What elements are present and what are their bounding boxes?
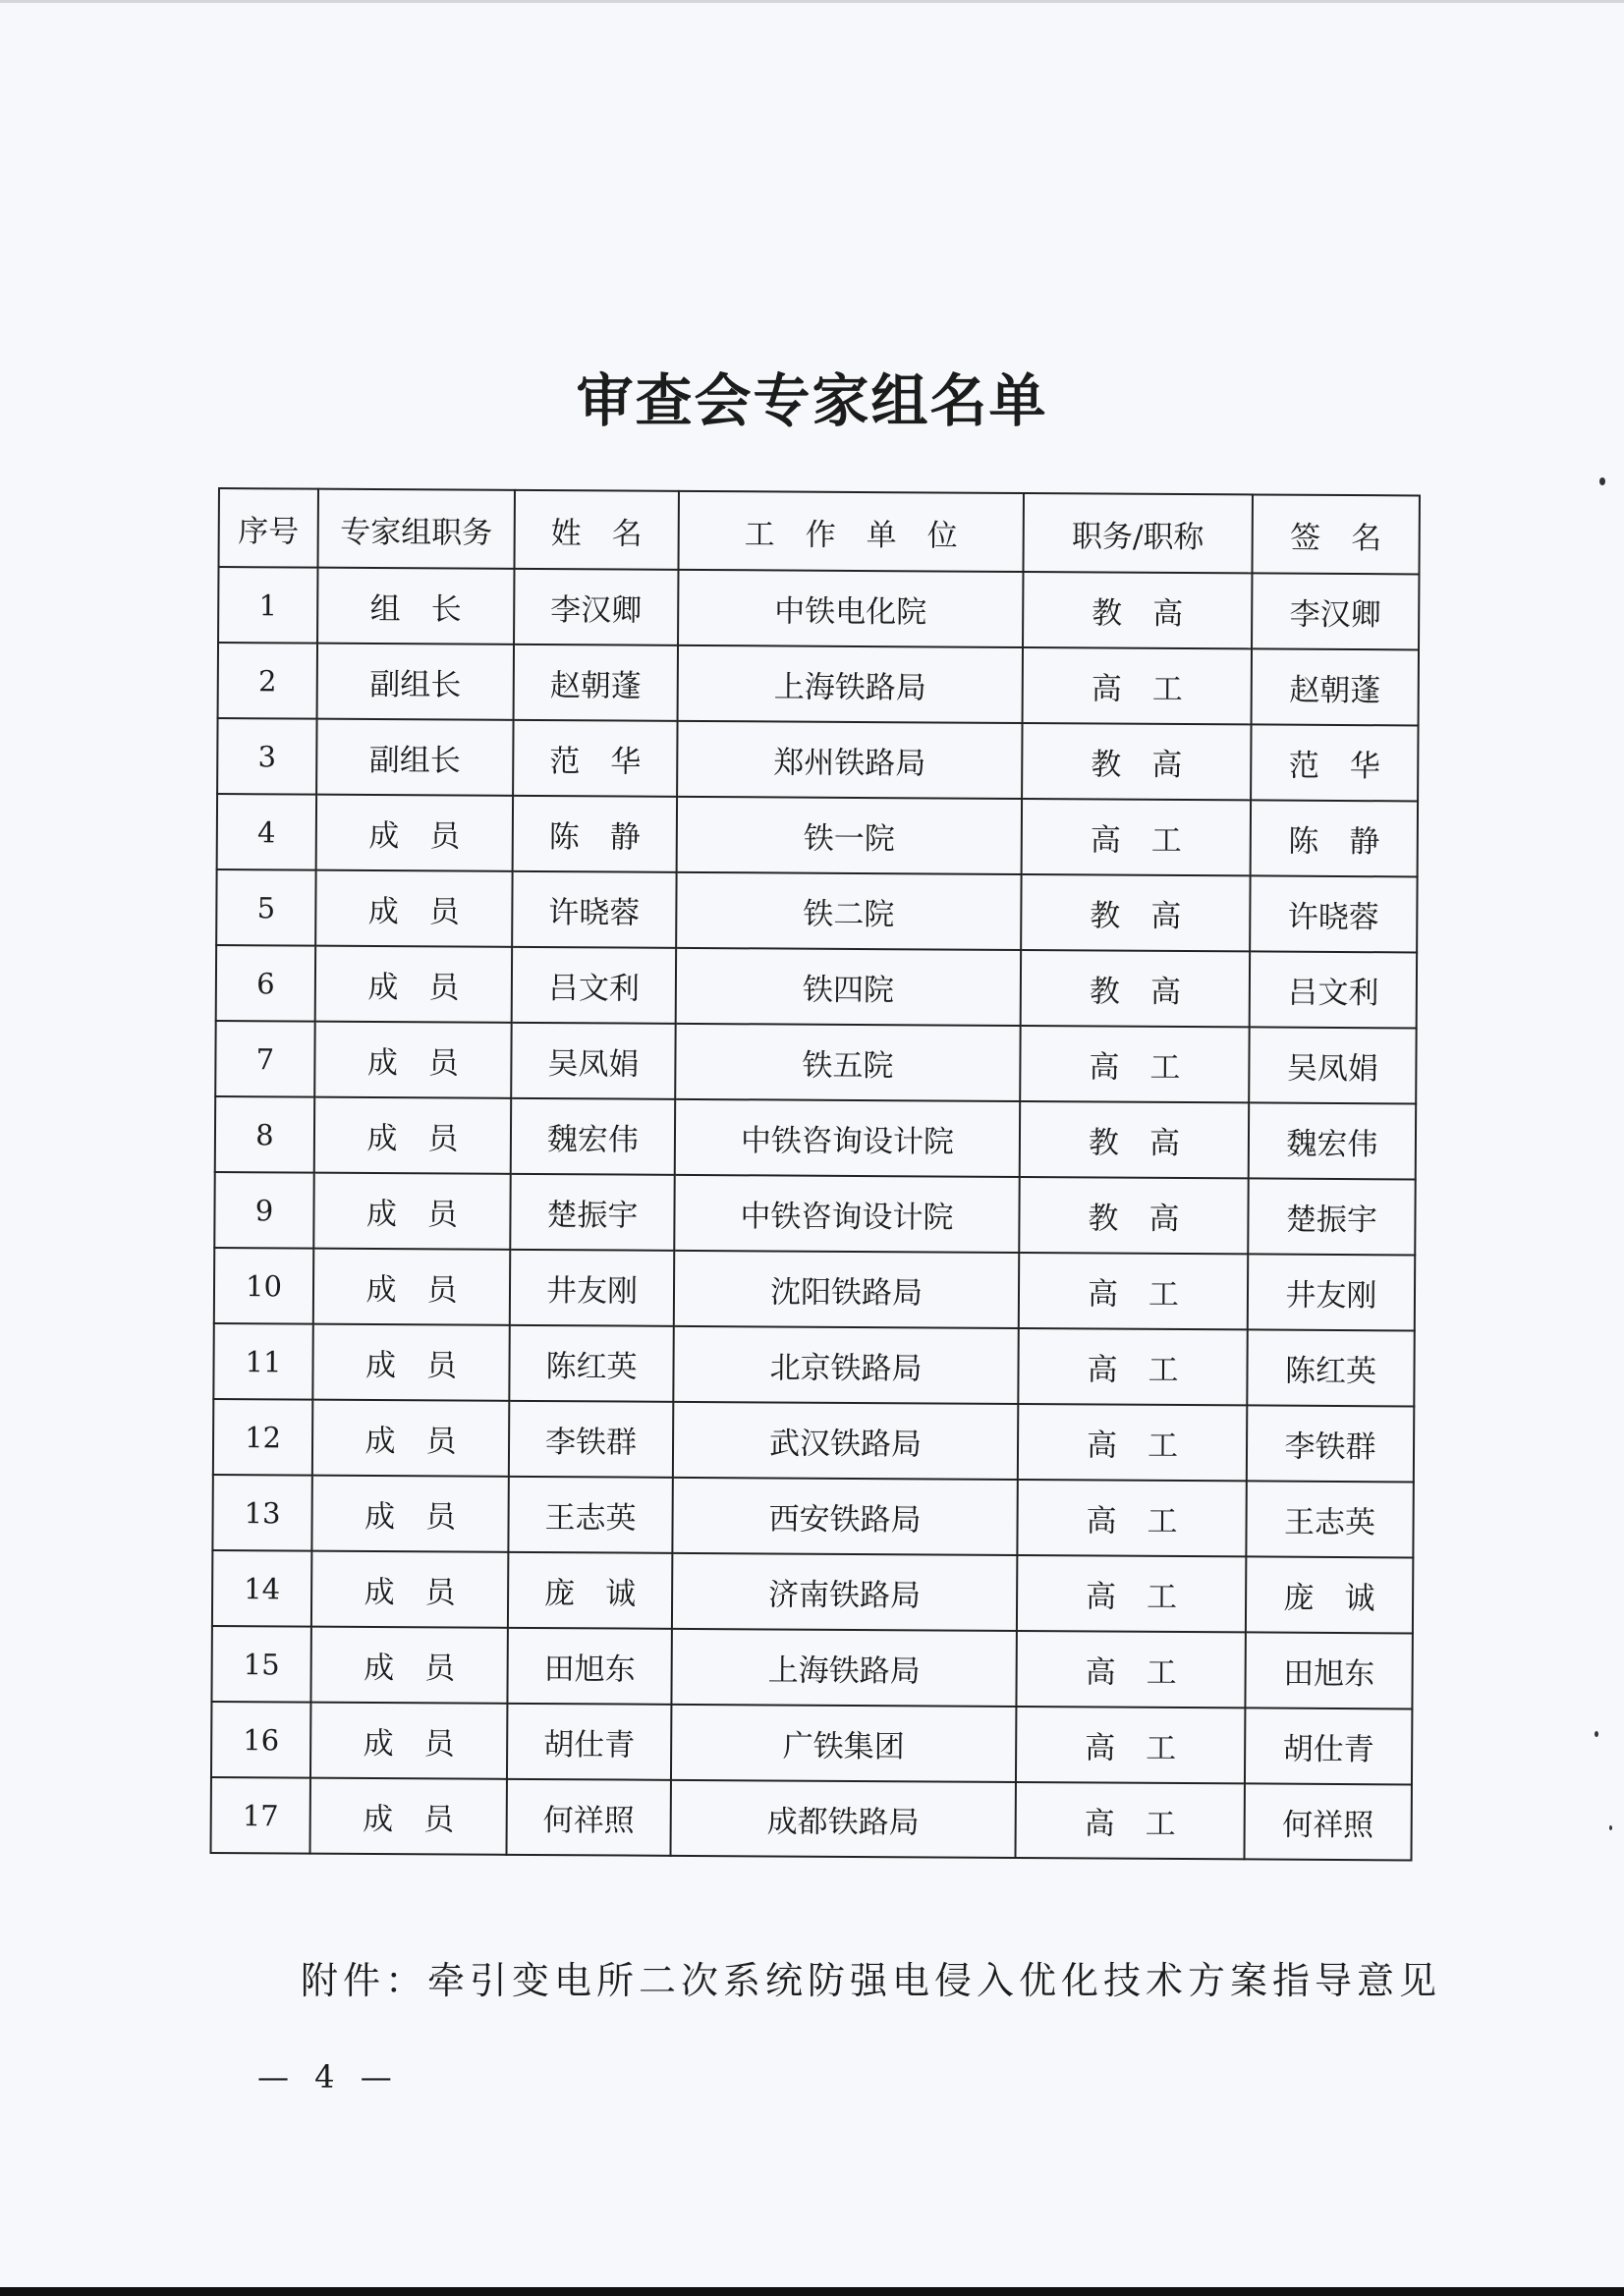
expert-roster-table bbox=[210, 487, 1421, 1861]
cell-unit: 北京铁路局 bbox=[673, 1326, 1018, 1404]
cell-role: 成 员 bbox=[314, 1022, 511, 1098]
table-row bbox=[211, 1702, 1412, 1784]
cell-title: 高 工 bbox=[1020, 1026, 1249, 1102]
table-row bbox=[217, 718, 1418, 801]
cell-name: 陈红英 bbox=[509, 1325, 673, 1402]
cell-unit: 铁一院 bbox=[677, 797, 1022, 874]
cell-name: 吴凤娟 bbox=[511, 1023, 675, 1099]
table-row bbox=[213, 1399, 1414, 1482]
cell-title: 高 工 bbox=[1018, 1328, 1247, 1405]
cell-role: 成 员 bbox=[312, 1324, 509, 1401]
cell-signature: 赵朝蓬 bbox=[1252, 648, 1419, 725]
cell-signature: 何祥照 bbox=[1244, 1783, 1411, 1860]
cell-serial: 17 bbox=[211, 1777, 310, 1854]
cell-name: 魏宏伟 bbox=[511, 1098, 675, 1175]
cell-role: 成 员 bbox=[316, 795, 513, 871]
cell-signature: 范 华 bbox=[1251, 724, 1418, 801]
cell-role: 副组长 bbox=[316, 719, 513, 796]
cell-serial: 7 bbox=[215, 1021, 314, 1097]
cell-serial: 6 bbox=[216, 945, 315, 1022]
cell-serial: 10 bbox=[214, 1248, 313, 1324]
header-job-title: 职务/职称 bbox=[1023, 493, 1252, 573]
cell-signature: 陈 静 bbox=[1251, 800, 1418, 876]
cell-role: 副组长 bbox=[317, 644, 514, 720]
header-work-unit: 工 作 单 位 bbox=[678, 491, 1023, 572]
cell-title: 高 工 bbox=[1017, 1480, 1246, 1556]
page-number: — 4 — bbox=[257, 2058, 400, 2096]
cell-serial: 4 bbox=[217, 794, 316, 870]
table-body bbox=[211, 567, 1420, 1860]
cell-signature: 许晓蓉 bbox=[1250, 875, 1417, 952]
cell-title: 高 工 bbox=[1015, 1782, 1244, 1859]
table-row bbox=[211, 1777, 1412, 1860]
cell-name: 井友刚 bbox=[510, 1250, 674, 1326]
cell-name: 范 华 bbox=[513, 720, 677, 797]
cell-unit: 铁四院 bbox=[676, 948, 1021, 1026]
cell-signature: 王志英 bbox=[1246, 1481, 1413, 1557]
cell-signature: 井友刚 bbox=[1248, 1254, 1415, 1330]
cell-name: 李汉卿 bbox=[514, 569, 678, 645]
cell-serial: 5 bbox=[216, 869, 315, 946]
cell-title: 高 工 bbox=[1016, 1707, 1245, 1783]
cell-name: 陈 静 bbox=[513, 796, 677, 872]
cell-serial: 15 bbox=[211, 1626, 310, 1703]
cell-signature: 李汉卿 bbox=[1252, 573, 1419, 649]
cell-serial: 1 bbox=[218, 567, 317, 644]
header-expert-role: 专家组职务 bbox=[318, 489, 515, 569]
cell-signature: 楚振宇 bbox=[1248, 1178, 1415, 1255]
cell-unit: 上海铁路局 bbox=[671, 1629, 1016, 1707]
cell-role: 组 长 bbox=[317, 568, 514, 644]
cell-title: 教 高 bbox=[1021, 874, 1250, 951]
cell-title: 教 高 bbox=[1020, 1101, 1249, 1178]
cell-title: 教 高 bbox=[1023, 572, 1252, 648]
cell-name: 许晓蓉 bbox=[512, 871, 676, 948]
cell-unit: 铁五院 bbox=[675, 1024, 1020, 1101]
cell-name: 赵朝蓬 bbox=[514, 644, 678, 721]
cell-name: 胡仕青 bbox=[507, 1704, 671, 1780]
cell-role: 成 员 bbox=[310, 1627, 507, 1704]
cell-unit: 成都铁路局 bbox=[671, 1780, 1016, 1858]
cell-role: 成 员 bbox=[315, 946, 512, 1023]
cell-title: 高 工 bbox=[1023, 647, 1252, 724]
cell-serial: 16 bbox=[211, 1702, 310, 1778]
scan-edge-top bbox=[0, 0, 1624, 3]
cell-serial: 2 bbox=[218, 643, 317, 719]
table-row bbox=[211, 1626, 1412, 1708]
table-header-row bbox=[219, 488, 1420, 574]
table-row bbox=[214, 1248, 1415, 1330]
header-name: 姓 名 bbox=[514, 490, 678, 570]
cell-serial: 9 bbox=[214, 1172, 313, 1249]
cell-serial: 12 bbox=[213, 1399, 312, 1476]
cell-role: 成 员 bbox=[313, 1249, 510, 1325]
cell-title: 高 工 bbox=[1017, 1555, 1246, 1632]
cell-name: 田旭东 bbox=[507, 1628, 671, 1705]
scan-speck bbox=[1595, 1731, 1598, 1737]
table-row bbox=[217, 794, 1418, 876]
scan-speck bbox=[1609, 1825, 1612, 1830]
cell-serial: 13 bbox=[212, 1475, 311, 1551]
cell-name: 吕文利 bbox=[512, 947, 676, 1024]
cell-title: 高 工 bbox=[1018, 1404, 1247, 1481]
cell-serial: 11 bbox=[213, 1323, 312, 1400]
cell-title: 教 高 bbox=[1021, 950, 1250, 1027]
cell-unit: 沈阳铁路局 bbox=[674, 1251, 1019, 1328]
table-row bbox=[216, 945, 1417, 1028]
cell-signature: 陈红英 bbox=[1247, 1329, 1414, 1406]
table-row bbox=[212, 1475, 1413, 1557]
cell-unit: 武汉铁路局 bbox=[673, 1402, 1018, 1480]
cell-title: 高 工 bbox=[1019, 1253, 1248, 1329]
page-title: 审查会专家组名单 bbox=[576, 367, 1048, 434]
cell-signature: 庞 诚 bbox=[1246, 1556, 1413, 1633]
cell-name: 李铁群 bbox=[509, 1401, 673, 1478]
cell-name: 庞 诚 bbox=[508, 1552, 672, 1629]
cell-title: 高 工 bbox=[1022, 799, 1251, 875]
cell-unit: 上海铁路局 bbox=[678, 645, 1023, 723]
cell-name: 王志英 bbox=[508, 1477, 672, 1553]
cell-unit: 郑州铁路局 bbox=[677, 721, 1022, 799]
cell-title: 教 高 bbox=[1022, 723, 1251, 800]
cell-name: 楚振宇 bbox=[510, 1174, 674, 1251]
cell-name: 何祥照 bbox=[507, 1779, 671, 1856]
table-row bbox=[215, 1021, 1416, 1103]
table-row bbox=[213, 1323, 1414, 1406]
cell-unit: 西安铁路局 bbox=[672, 1478, 1017, 1555]
table-row bbox=[215, 1096, 1416, 1179]
cell-unit: 中铁咨询设计院 bbox=[674, 1175, 1019, 1253]
table-row bbox=[214, 1172, 1415, 1255]
scan-speck bbox=[1599, 477, 1605, 485]
cell-signature: 吴凤娟 bbox=[1249, 1027, 1416, 1103]
cell-serial: 8 bbox=[215, 1096, 314, 1173]
cell-title: 教 高 bbox=[1019, 1177, 1248, 1254]
scan-edge-bottom bbox=[0, 2287, 1624, 2296]
cell-serial: 3 bbox=[217, 718, 316, 795]
cell-unit: 中铁咨询设计院 bbox=[675, 1099, 1020, 1177]
cell-signature: 魏宏伟 bbox=[1249, 1102, 1416, 1179]
cell-role: 成 员 bbox=[313, 1173, 510, 1250]
cell-role: 成 员 bbox=[310, 1703, 507, 1779]
cell-signature: 田旭东 bbox=[1245, 1632, 1412, 1708]
cell-signature: 吕文利 bbox=[1250, 951, 1417, 1028]
cell-role: 成 员 bbox=[314, 1097, 511, 1174]
cell-unit: 中铁电化院 bbox=[678, 570, 1023, 647]
header-serial: 序号 bbox=[219, 488, 318, 568]
table-row bbox=[212, 1550, 1413, 1633]
table-row bbox=[218, 567, 1419, 649]
cell-title: 高 工 bbox=[1016, 1631, 1245, 1708]
cell-role: 成 员 bbox=[315, 870, 512, 947]
table-row bbox=[216, 869, 1417, 952]
cell-unit: 铁二院 bbox=[676, 872, 1021, 950]
cell-role: 成 员 bbox=[311, 1476, 508, 1552]
cell-role: 成 员 bbox=[310, 1778, 507, 1855]
cell-unit: 济南铁路局 bbox=[672, 1553, 1017, 1631]
cell-role: 成 员 bbox=[312, 1400, 509, 1477]
attachment-note: 附件：牵引变电所二次系统防强电侵入优化技术方案指导意见 bbox=[301, 1959, 1442, 2002]
cell-role: 成 员 bbox=[311, 1551, 508, 1628]
header-signature: 签 名 bbox=[1252, 494, 1419, 574]
cell-signature: 李铁群 bbox=[1247, 1405, 1414, 1482]
cell-serial: 14 bbox=[212, 1550, 311, 1627]
cell-signature: 胡仕青 bbox=[1245, 1708, 1412, 1784]
table-row bbox=[218, 643, 1419, 725]
cell-unit: 广铁集团 bbox=[671, 1705, 1016, 1782]
